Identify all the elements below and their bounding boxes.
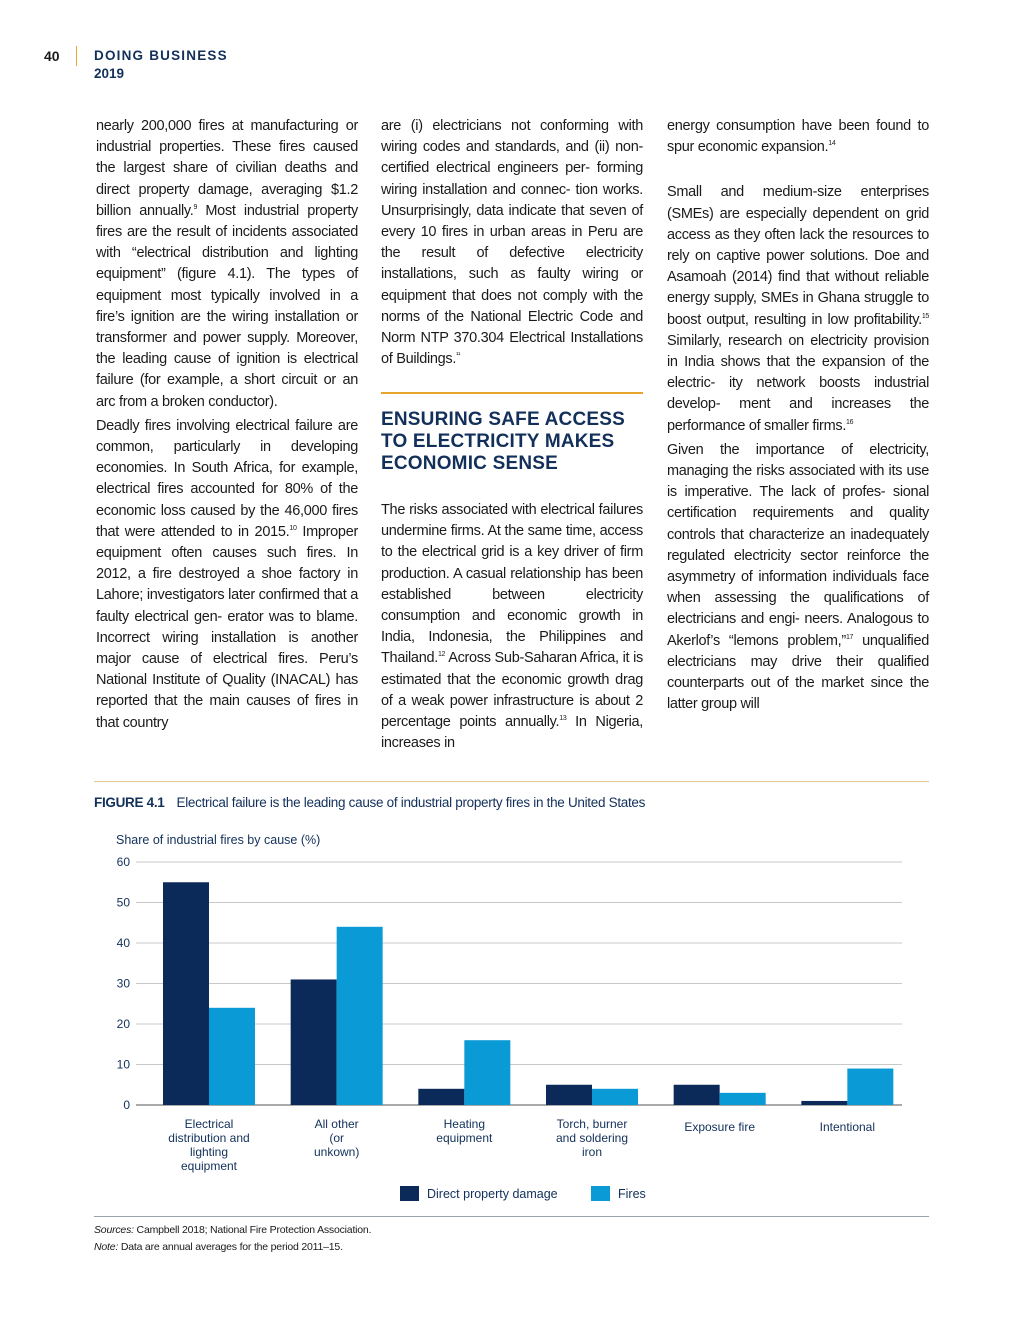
paragraph [667,116,929,158]
figure-caption [94,795,645,810]
bar-direct-property-damage [291,979,337,1105]
text-column-3 [667,116,929,718]
x-category-label-line: (or [329,1131,345,1145]
figure-notes [94,1222,371,1256]
footnote-ref: 10 [289,525,297,533]
section-divider [381,392,643,394]
paragraph-text: The risks associated with electrical failures undermine firms. At the same time, access to the electrical grid is a key driver of firm production. A casual relationship has been established between electricity consumption and economic growth in India, Indonesia, the Philippines and Thailand. [381,502,643,667]
bar-direct-property-damage [674,1085,720,1105]
x-category-label-line: Exposure fire [684,1120,756,1134]
paragraph [381,116,643,370]
paragraph-text: energy consumption have been found to spur economic expansion. [667,118,929,156]
y-tick-label: 60 [116,855,130,869]
bar-fires [464,1040,510,1105]
footnote-ref: 15 [921,312,929,320]
x-category-label-line: equipment [436,1131,493,1145]
footnote-ref: 12 [437,651,446,659]
paragraph-text: are (i) electricians not conforming with wiring codes and standards, and (ii) non-certified electrical engineers per- forming wiring installation and connec- tion works. Unsurprisingly, data indicate that seven of every 10 fires in urban areas in Peru are the result of defective electricity installations, such as faulty wiring or equipment that does not comply with the norms of the National Electric Code and Norm NTP 370.304 Electrical Installations of Buildings. [381,118,643,368]
legend-swatch [591,1186,610,1201]
sources-text: Campbell 2018; National Fire Protection Association. [133,1224,372,1236]
text-column-2 [381,116,643,373]
footnote-ref: 9 [193,203,198,211]
bar-fires [847,1069,893,1105]
y-tick-label: 0 [123,1098,130,1112]
paragraph [381,500,643,754]
page-number: 40 [44,48,60,64]
paragraph-text: Similarly, research on electricity provision in India shows that the expansion of the electric- ity network boosts industrial develop- ment and increases the performance of smaller firms. [667,332,929,434]
x-category-label [168,1117,249,1173]
bar-direct-property-damage [418,1089,464,1105]
text-column-1 [96,116,358,737]
figure-top-rule [94,781,929,782]
footnote-ref: ¹¹ [456,352,461,360]
x-category-label-line: iron [581,1145,603,1159]
sources-line [94,1222,371,1239]
header-divider [76,46,77,66]
paragraph [96,116,358,413]
bar-chart [94,825,929,1210]
paragraph [667,182,929,436]
paragraph-text: Small and medium-size enterprises (SMEs) are especially dependent on grid access as they often lack the resources to rely on captive power solutions. Doe and Asamoah (2014) find that without reliable energy supply, SMEs in Ghana struggle to boost output, resulting in low profitability. [667,184,929,328]
paragraph-text: unqualified electricians may drive their qualified counterparts out of the market since the latter group will [667,632,929,713]
paragraph-text: nearly 200,000 fires at manufacturing or industrial properties. These fires caused the largest share of civilian deaths and direct property damage, averaging $1.2 billion annually. [96,118,358,219]
footnote-ref: 13 [559,715,567,723]
x-category-label-line: Electrical [184,1117,234,1131]
y-tick-label: 20 [116,1017,130,1031]
paragraph [667,440,929,716]
bar-direct-property-damage [546,1085,592,1105]
y-axis-label: Share of industrial fires by cause (%) [116,833,321,847]
paragraph-text: Given the importance of electricity, managing the risks associated with its use is imperative. The lack of profes- sional certification requirements and quality controls that characterize an inadequately regulated electricity sector reinforce the asymmetry of information individuals face when assessing the qualifications of electricians and engi- neers. Analogous to Akerlof’s “lemons problem,” [667,441,929,649]
y-tick-label: 40 [116,936,130,950]
figure-bottom-rule [94,1216,929,1217]
paragraph-text: Deadly fires involving electrical failure are common, particularly in developing economies. In South Africa, for example, electrical fires accounted for 80% of the economic loss caused by the 46,000 fires that were attended to in 2015. [96,417,358,540]
paragraph-text: In Nigeria, increases in [381,714,643,752]
x-category-label-line: Heating [443,1117,486,1131]
x-category-label-line: and soldering [555,1131,629,1145]
bar-direct-property-damage [801,1101,847,1105]
x-category-label-line: All other [314,1117,359,1131]
paragraph-text: Across Sub-Saharan Africa, it is estimated that the economic growth drag of a weak power infrastructure is about 2 percentage points annually. [381,650,643,731]
note-text: Data are annual averages for the period 2011–15. [118,1241,343,1253]
paragraph-text: Most industrial property fires are the result of incidents associated with “electrical distribution and lighting equipment” (figure 4.1). The types of equipment most typically involved in a fire’s ignition are the wiring installation or transformer and power supply. Moreover, the leading cause of ignition is electrical failure (for example, a short circuit or an arc from a broken conductor). [96,202,358,410]
bar-fires [720,1093,766,1105]
x-category-label [684,1120,755,1134]
footnote-ref: 14 [828,140,836,148]
text-column-2-continued [381,500,643,757]
x-category-label [436,1117,493,1145]
x-category-label-line: equipment [180,1159,238,1173]
footnote-ref: 17 [845,633,854,641]
figure-title: Electrical failure is the leading cause of industrial property fires in the United States [176,795,646,810]
figure-label: FIGURE 4.1 [94,795,165,810]
section-heading: ENSURING SAFE ACCESS TO ELECTRICITY MAKES ECONOMIC SENSE [381,409,625,474]
note-label: Note: [94,1241,119,1253]
paragraph [96,416,358,734]
bar-direct-property-damage [163,882,209,1105]
paragraph-gap [667,161,929,182]
footnote-ref: 16 [846,418,854,426]
bar-fires [209,1008,255,1105]
sources-label: Sources: [94,1224,134,1236]
x-category-label [314,1117,359,1159]
x-category-label [820,1120,875,1134]
bar-fires [337,927,383,1105]
publication-title: DOING BUSINESS [94,48,228,63]
x-category-label-line: Torch, burner [556,1117,628,1131]
x-category-label-line: unkown) [313,1145,360,1159]
x-category-label [556,1117,628,1159]
publication-year: 2019 [94,66,125,81]
note-line [94,1239,371,1256]
y-tick-label: 50 [116,895,130,910]
x-category-label-line: distribution and [168,1131,250,1145]
legend-label: Fires [618,1187,646,1201]
legend-label: Direct property damage [427,1187,558,1201]
x-category-label-line: lighting [189,1145,229,1159]
bar-fires [592,1089,638,1105]
legend-swatch [400,1186,419,1201]
y-tick-label: 10 [116,1057,130,1072]
x-category-label-line: Intentional [819,1120,876,1134]
y-tick-label: 30 [116,976,130,991]
paragraph-text: Improper equipment often causes such fires. In 2012, a fire destroyed a shoe factory in Lahore; investigators later confirmed that a faulty electrical gen- erator was to blame. Incorrect wiring installation is another major cause of electrical fires. Peru’s National Institute of Quality (INACAL) has reported that the main causes of fires in that country [96,523,358,731]
